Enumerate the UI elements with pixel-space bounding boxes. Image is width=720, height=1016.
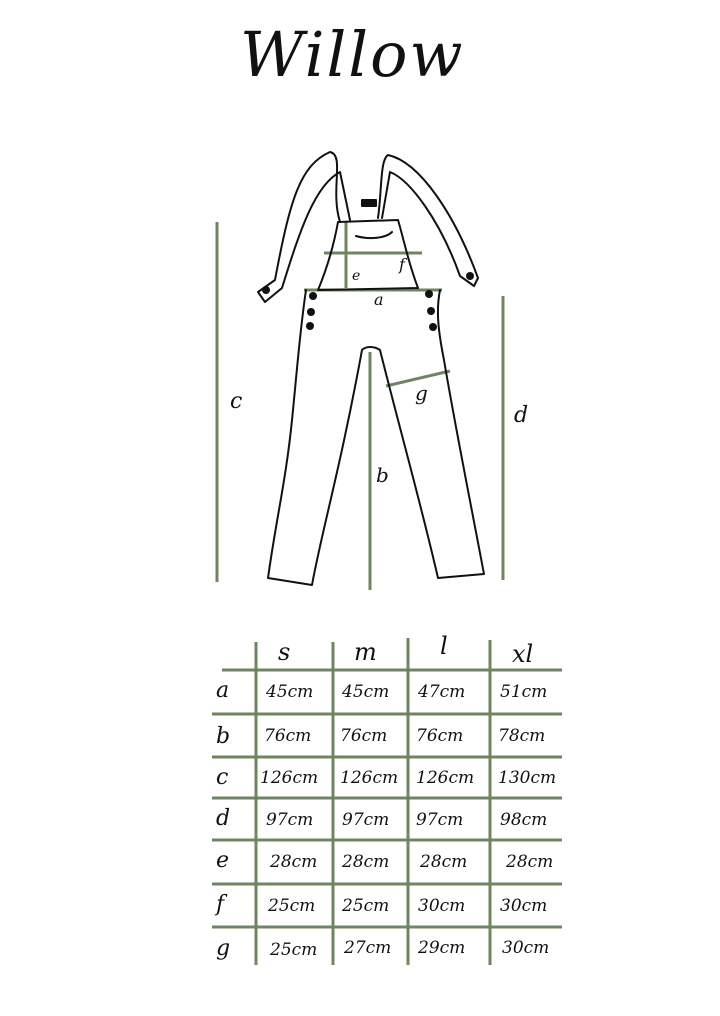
table-cell: 28cm [270,852,318,872]
table-cell: 97cm [416,810,464,830]
row-label-c: c [216,765,229,790]
row-label-f: f [216,892,225,917]
row-label-g: g [216,936,231,961]
table-cell: 28cm [420,852,468,872]
table-cell: 45cm [342,682,390,702]
page-title: Willow [240,18,465,91]
table-cell: 97cm [342,810,390,830]
table-cell: 30cm [500,896,548,916]
label-c: c [230,389,243,414]
table-cell: 98cm [500,810,548,830]
table-cell: 30cm [502,938,550,958]
label-g: g [415,381,428,405]
table-cell: 30cm [418,896,466,916]
overalls-buttons [262,272,474,331]
table-cell: 28cm [342,852,390,872]
table-cell: 28cm [506,852,554,872]
table-cell: 126cm [260,768,319,788]
table-cell: 27cm [344,938,392,958]
table-cell: 130cm [498,768,557,788]
label-b: b [376,463,389,487]
label-a: a [374,290,384,309]
table-cell: 29cm [418,938,466,958]
label-d: d [514,403,529,428]
table-cell: 126cm [340,768,399,788]
size-table [0,620,720,1016]
column-header-l: l [440,632,448,660]
row-label-d: d [216,806,231,831]
table-cell: 25cm [268,896,316,916]
column-header-m: m [354,638,377,666]
table-cell: 126cm [416,768,475,788]
table-cell: 76cm [416,726,464,746]
table-cell: 97cm [266,810,314,830]
table-cell: 25cm [342,896,390,916]
row-label-e: e [216,848,230,873]
row-label-a: a [216,678,230,703]
column-header-xl: xl [512,640,534,668]
table-cell: 76cm [340,726,388,746]
table-cell: 25cm [270,940,318,960]
row-label-b: b [216,724,231,749]
label-f: f [399,255,405,274]
table-cell: 78cm [498,726,546,746]
column-header-s: s [278,638,291,666]
table-cell: 45cm [266,682,314,702]
table-cell: 76cm [264,726,312,746]
table-cell: 51cm [500,682,548,702]
table-cell: 47cm [418,682,466,702]
label-e: e [352,268,361,284]
